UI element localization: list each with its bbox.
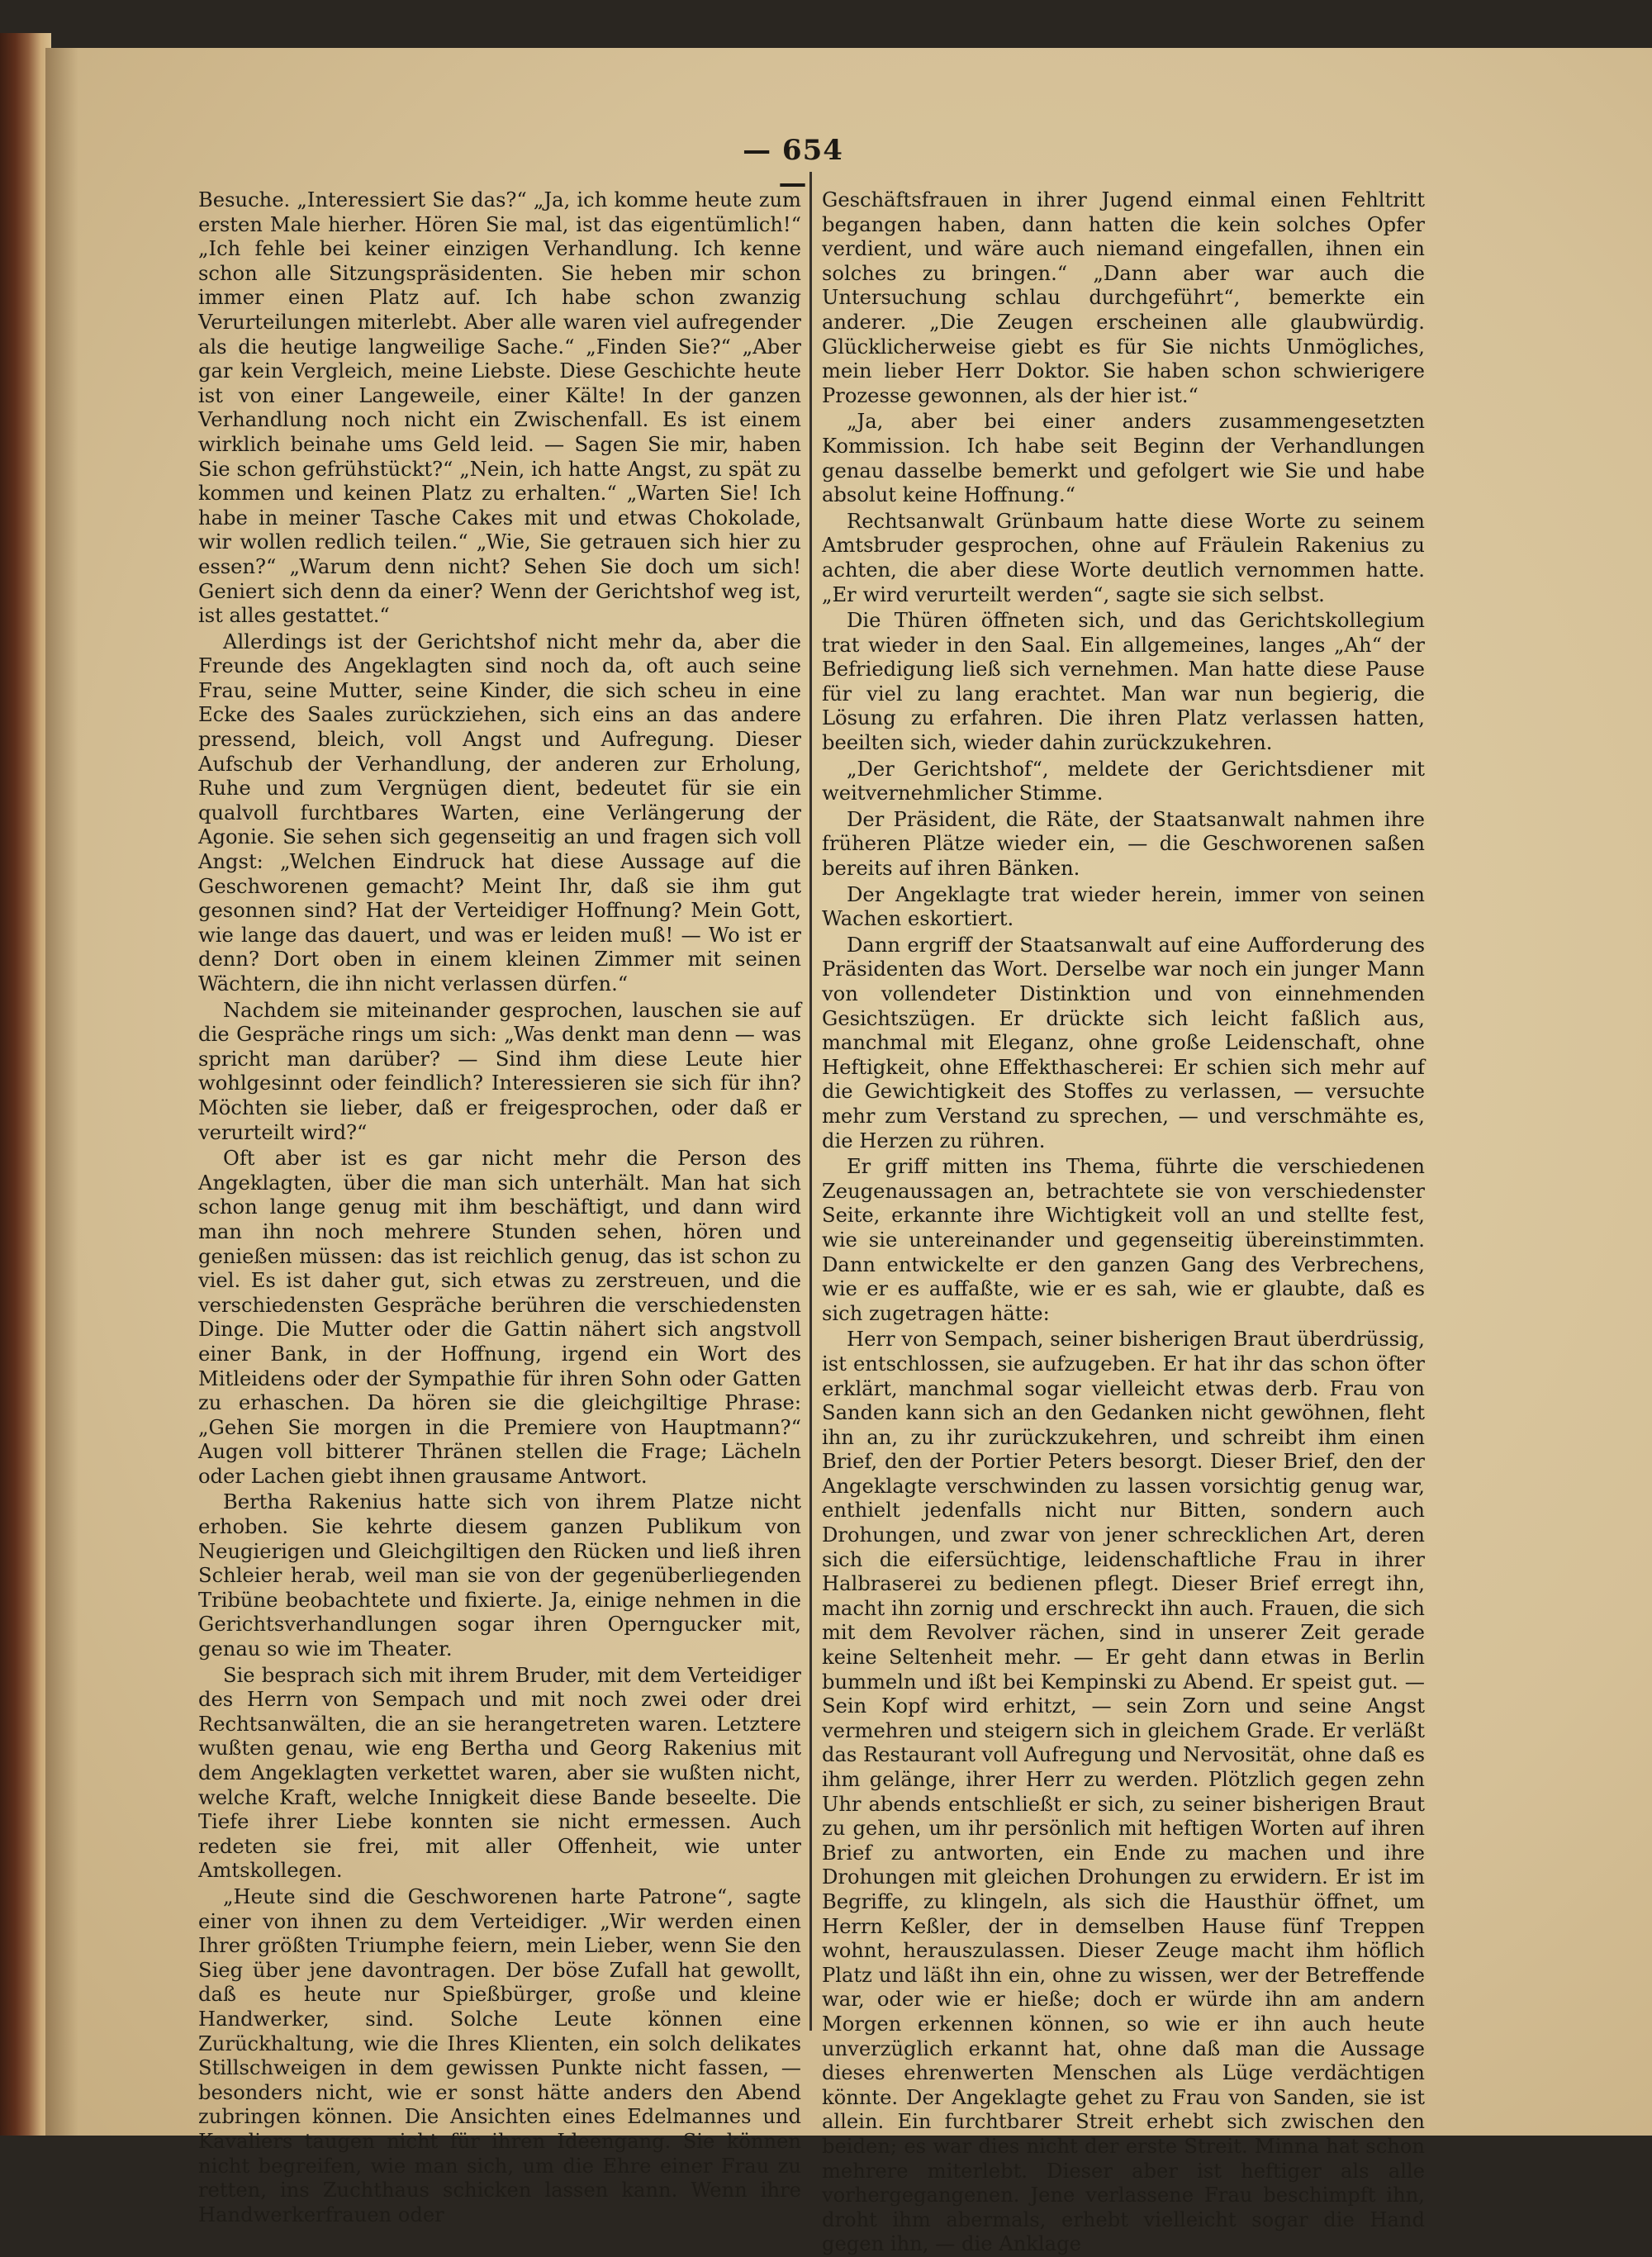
left-paragraph-6: Sie besprach sich mit ihrem Bruder, mit dem Verteidiger des Herrn von Sempach und mit noch zwei oder drei Rechtsanwälten, die an sie herangetreten waren. Letztere wußten genau, wie eng Bertha und Georg Rakenius mit dem Angeklagten verkettet waren, aber sie wußten nicht, welche Kraft, welche Innigkeit diese Bande beseelte. Die Tiefe ihrer Liebe konnten sie nicht ermessen. Auch redeten sie frei, mit aller Offenheit, wie unter Amtskollegen. (198, 1663, 801, 1883)
left-paragraph-7: „Heute sind die Geschworenen harte Patrone“, sagte einer von ihnen zu dem Verteidiger. „Wir werden einen Ihrer größten Triumphe feiern, mein Lieber, wenn Sie den Sieg über jene davontragen. Der böse Zufall hat gewollt, daß es heute nur Spießbürger, große und kleine Handwerker, sind. Solche Leute können eine Zurückhaltung, wie die Ihres Klienten, ein solch delikates Stillschweigen in dem gewissen Punkte nicht fassen, — besonders nicht, wie er sonst hätte anders den Abend zubringen können. Die Ansichten eines Edelmannes und Kavaliers taugen nicht für ihren Ideengang. Sie können nicht begreifen, wie man sich, um die Ehre einer Frau zu retten, ins Zuchthaus schicken lassen kann. Wenn ihre Handwerkerfrauen oder (198, 1884, 801, 2226)
right-column (822, 188, 1425, 2256)
right-paragraph-8: Dann ergriff der Staatsanwalt auf eine Aufforderung des Präsidenten das Wort. Derselbe war noch ein junger Mann von vollendeter Distinktion und von einnehmenden Gesichtszügen. Er drückte sich leicht faßlich aus, manchmal mit Eleganz, ohne große Leidenschaft, ohne Heftigkeit, ohne Effekthascherei: Er schien sich mehr auf die Gewichtigkeit des Stoffes zu verlassen, — versuchte mehr zum Verstand zu sprechen, — und verschmähte es, die Herzen zu rühren. (822, 933, 1425, 1152)
left-paragraph-1: Besuche. „Interessiert Sie das?“ „Ja, ich komme heute zum ersten Male hierher. Hören Sie mal, ist das eigentümlich!“ „Ich fehle bei keiner einzigen Verhandlung. Ich kenne schon alle Sitzungspräsidenten. Sie heben mir schon immer einen Platz auf. Ich habe schon zwanzig Verurteilungen miterlebt. Aber alle waren viel aufregender als die heutige langweilige Sache.“ „Finden Sie?“ „Aber gar kein Vergleich, meine Liebste. Diese Geschichte heute ist von einer Langeweile, einer Kälte! In der ganzen Verhandlung noch nicht ein Zwischenfall. Es ist einem wirklich beinahe ums Geld leid. — Sagen Sie mir, haben Sie schon gefrühstückt?“ „Nein, ich hatte Angst, zu spät zu kommen und keinen Platz zu erhalten.“ „Warten Sie! Ich habe in meiner Tasche Cakes mit und etwas Chokolade, wir wollen redlich teilen.“ „Wie, Sie getrauen sich hier zu essen?“ „Warum denn nicht? Sehen Sie doch um sich! Geniert sich denn da einer? Wenn der Gerichtshof weg ist, ist alles gestattet.“ (198, 188, 801, 628)
right-paragraph-5: „Der Gerichtshof“, meldete der Gerichtsdiener mit weitvernehmlicher Stimme. (822, 757, 1425, 805)
book-edge (0, 33, 51, 2136)
right-paragraph-4: Die Thüren öffneten sich, und das Gerichtskollegium trat wieder in den Saal. Ein allgemeines, langes „Ah“ der Befriedigung ließ sich vernehmen. Man hatte diese Pause für viel zu lang erachtet. Man war nun begierig, die Lösung zu erfahren. Die ihren Platz verlassen hatten, beeilten sich, wieder dahin zurückzukehren. (822, 609, 1425, 755)
right-paragraph-9: Er griff mitten ins Thema, führte die verschiedenen Zeugenaussagen an, betrachtete sie von verschiedenster Seite, erkannte ihre Wichtigkeit voll an und stellte fest, wie sie untereinander und gegenseitig übereinstimmten. Dann entwickelte er den ganzen Gang des Verbrechens, wie er es auffaßte, wie er es sah, wie er glaubte, daß es sich zugetragen hätte: (822, 1155, 1425, 1325)
left-paragraph-5: Bertha Rakenius hatte sich von ihrem Platze nicht erhoben. Sie kehrte diesem ganzen Publikum von Neugierigen und Gleichgiltigen den Rücken und ließ ihren Schleier herab, weil man sie von der gegenüberliegenden Tribüne beobachtete und fixierte. Ja, einige nehmen in die Gerichtsverhandlungen sogar ihren Operngucker mit, genau so wie im Theater. (198, 1490, 801, 1661)
right-paragraph-7: Der Angeklagte trat wieder herein, immer von seinen Wachen eskortiert. (822, 882, 1425, 931)
right-paragraph-2: „Ja, aber bei einer anders zusammengesetzten Kommission. Ich habe seit Beginn der Verhandlungen genau dasselbe bemerkt und gefolgert wie Sie und habe absolut keine Hoffnung.“ (822, 410, 1425, 507)
right-paragraph-6: Der Präsident, die Räte, der Staatsanwalt nahmen ihre früheren Plätze wieder ein, — die Geschworenen saßen bereits auf ihren Bänken. (822, 807, 1425, 881)
left-paragraph-4: Oft aber ist es gar nicht mehr die Person des Angeklagten, über die man sich unterhält. Man hat sich schon lange genug mit ihm beschäftigt, und dann wird man ihn noch mehrere Stunden sehen, hören und genießen müssen: das ist reichlich genug, das ist schon zu viel. Es ist daher gut, sich etwas zu zerstreuen, und die verschiedensten Gespräche berühren die verschiedensten Dinge. Die Mutter oder die Gattin nähert sich angstvoll einer Bank, in der Hoffnung, irgend ein Wort des Mitleidens oder der Sympathie für ihren Sohn oder Gatten zu erhaschen. Da hören sie die gleichgiltige Phrase: „Gehen Sie morgen in die Premiere von Hauptmann?“ Augen voll bitterer Thränen stellen die Frage; Lächeln oder Lachen giebt ihnen grausame Antwort. (198, 1147, 801, 1488)
right-paragraph-3: Rechtsanwalt Grünbaum hatte diese Worte zu seinem Amtsbruder gesprochen, ohne auf Fräulein Rakenius zu achten, die aber diese Worte deutlich vernommen hatte. „Er wird verurteilt werden“, sagte sie sich selbst. (822, 509, 1425, 606)
left-column (198, 188, 801, 2226)
right-paragraph-10: Herr von Sempach, seiner bisherigen Braut überdrüssig, ist entschlossen, sie aufzugeben. Er hat ihr das schon öfter erklärt, manchmal sogar vielleicht etwas derb. Frau von Sanden kann sich an den Gedanken nicht gewöhnen, fleht ihn an, zu ihr zurückzukehren, und schreibt ihm einen Brief, den der Portier Peters besorgt. Dieser Brief, den der Angeklagte verschwinden zu lassen vorsichtig genug war, enthielt jedenfalls nicht nur Bitten, sondern auch Drohungen, und zwar von jener schrecklichen Art, deren sich die eifersüchtige, leidenschaftliche Frau in ihrer Halbraserei zu bedienen pflegt. Dieser Brief erregt ihn, macht ihn zornig und erschreckt ihn auch. Frauen, die sich mit dem Revolver rächen, sind in unserer Zeit gerade keine Seltenheit mehr. — Er geht dann etwas in Berlin bummeln und ißt bei Kempinski zu Abend. Er speist gut. — Sein Kopf wird erhitzt, — sein Zorn und seine Angst vermehren und steigern sich in gleichem Grade. Er verläßt das Restaurant voll Aufregung und Nervosität, ohne daß es ihm gelänge, ihrer Herr zu werden. Plötzlich gegen zehn Uhr abends entschließt er sich, zu seiner bisherigen Braut zu gehen, um ihr persönlich mit heftigen Worten auf ihren Brief zu antworten, ein Ende zu machen und ihre Drohungen mit gleichen Drohungen zu erwidern. Er ist im Begriffe, zu klingeln, als sich die Hausthür öffnet, um Herrn Keßler, der in demselben Hause fünf Treppen wohnt, herauszulassen. Dieser Zeuge macht ihm höflich Platz und läßt ihn ein, ohne zu wissen, wer der Betreffende war, oder wie er hieße; doch er würde ihn am andern Morgen erkennen können, so wie er ihn auch heute unverzüglich erkannt hat, ohne daß man die Aussage dieses ehrenwerten Menschen als Lüge verdächtigen könnte. Der Angeklagte gehet zu Frau von Sanden, sie ist allein. Ein furchtbarer Streit erhebt sich zwischen den beiden; es war dies nicht der erste Streit. Minna hat schon mehrere miterlebt. Dieser aber ist heftiger als alle vorhergegangenen. Jene verlassene Frau beschimpft ihn, droht ihm abermals, erhebt vielleicht sogar die Hand gegen ihn, — die Anklage (822, 1328, 1425, 2256)
left-paragraph-2: Allerdings ist der Gerichtshof nicht mehr da, aber die Freunde des Angeklagten sind noch da, oft auch seine Frau, seine Mutter, seine Kinder, die sich scheu in eine Ecke des Saales zurückziehen, sich eins an das andere pressend, bleich, voll Angst und Aufregung. Dieser Aufschub der Verhandlung, der anderen zur Erholung, Ruhe und zum Vergnügen dient, bedeutet für sie ein qualvoll furchtbares Warten, eine Verlängerung der Agonie. Sie sehen sich gegenseitig an und fragen sich voll Angst: „Welchen Eindruck hat diese Aussage auf die Geschworenen gemacht? Meint Ihr, daß sie ihm gut gesonnen sind? Hat der Verteidiger Hoffnung? Mein Gott, wie lange das dauert, und was er leiden muß! — Wo ist er denn? Dort oben in einem kleinen Zimmer mit seinen Wächtern, die ihn nicht verlassen dürfen.“ (198, 630, 801, 995)
page-sheet (45, 48, 1652, 2256)
page-number: — 654 — (743, 134, 843, 200)
column-divider (809, 172, 812, 2031)
left-paragraph-3: Nachdem sie miteinander gesprochen, lauschen sie auf die Gespräche rings um sich: „Was denkt man denn — was spricht man darüber? — Sind ihm diese Leute hier wohlgesinnt oder feindlich? Interessieren sie sich für ihn? Möchten sie lieber, daß er freigesprochen, oder daß er verurteilt wird?“ (198, 998, 801, 1144)
right-paragraph-1: Geschäftsfrauen in ihrer Jugend einmal einen Fehltritt begangen haben, dann hatten die kein solches Opfer verdient, und wäre auch niemand eingefallen, ihnen ein solches zu bringen.“ „Dann aber war auch die Untersuchung schlau durchgeführt“, bemerkte ein anderer. „Die Zeugen erscheinen alle glaubwürdig. Glücklicherweise giebt es für Sie nichts Unmögliches, mein lieber Herr Doktor. Sie haben schon schwierigere Prozesse gewonnen, als der hier ist.“ (822, 188, 1425, 407)
